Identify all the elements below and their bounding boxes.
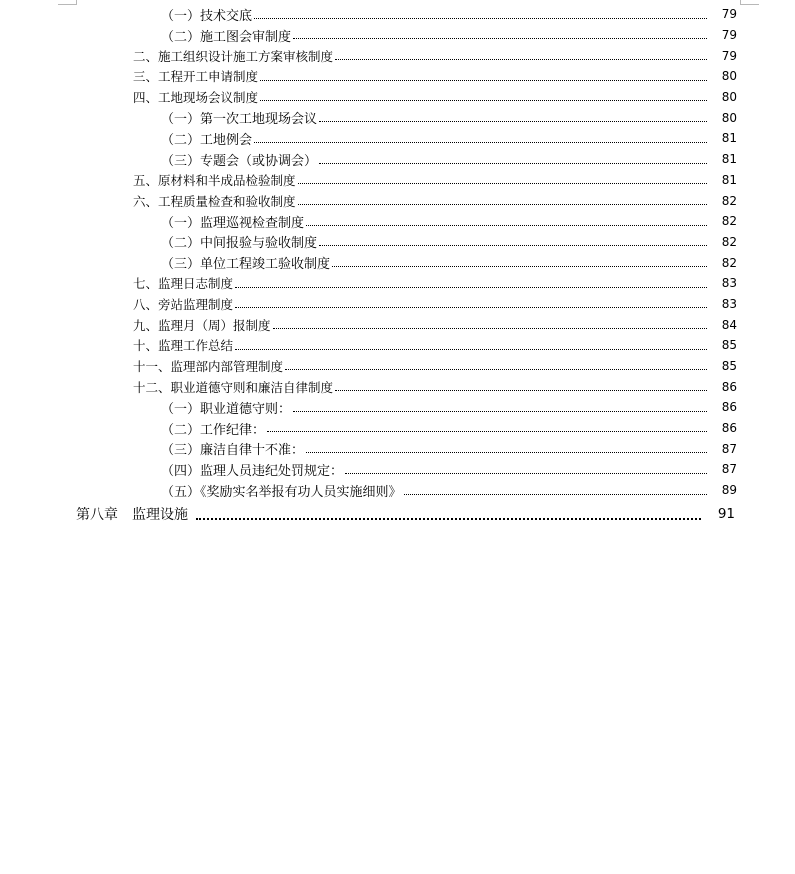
toc-dot-leader	[260, 99, 707, 101]
toc-entry-label: （三）专题会（或协调会）	[161, 153, 318, 169]
toc-entry[interactable]	[0, 480, 795, 501]
toc-entry[interactable]	[0, 211, 795, 232]
toc-entry[interactable]	[0, 107, 795, 128]
toc-entry[interactable]	[0, 459, 795, 480]
toc-entry-label: 七、监理日志制度	[133, 276, 234, 292]
toc-entry[interactable]	[0, 149, 795, 170]
toc-page-number: 85	[721, 338, 737, 353]
toc-entry[interactable]	[0, 314, 795, 335]
toc-page-number: 83	[721, 296, 737, 311]
toc-entry-label: 五、原材料和半成品检验制度	[133, 172, 296, 188]
toc-entry-label: （一）监理巡视检查制度	[161, 215, 305, 231]
toc-page-number: 86	[721, 400, 737, 415]
toc-page-number: 81	[721, 131, 737, 146]
toc-entry[interactable]	[0, 45, 795, 66]
toc-dot-leader	[285, 368, 707, 370]
toc-page-number: 82	[721, 255, 737, 270]
toc-entry-label: （三）廉洁自律十不准：	[161, 443, 305, 459]
toc-entry[interactable]	[0, 190, 795, 211]
toc-page-number: 84	[721, 317, 737, 332]
toc-page-number: 82	[721, 234, 737, 249]
toc-entry[interactable]	[0, 232, 795, 253]
toc-entry-label: （一）第一次工地现场会议	[161, 112, 318, 128]
toc-entry-label: 十、监理工作总结	[133, 338, 234, 354]
toc-dot-leader	[306, 451, 707, 453]
toc-entry-label: 二、施工组织设计施工方案审核制度	[133, 48, 334, 64]
table-of-contents	[0, 4, 795, 526]
toc-entry[interactable]	[0, 87, 795, 108]
toc-dot-leader	[345, 472, 707, 474]
toc-dot-leader	[260, 79, 707, 81]
toc-dot-leader	[273, 327, 707, 329]
toc-entry-label: （一）技术交底	[161, 8, 253, 24]
toc-page-number: 79	[721, 28, 737, 43]
toc-entry[interactable]	[0, 252, 795, 273]
toc-dot-leader	[335, 58, 707, 60]
toc-entry-label: （五）《奖励实名举报有功人员实施细则》	[161, 484, 402, 500]
toc-page-number: 89	[721, 483, 737, 498]
toc-entry-label: 六、工程质量检查和验收制度	[133, 193, 296, 209]
toc-entry[interactable]	[0, 335, 795, 356]
toc-page-number: 81	[721, 152, 737, 167]
toc-entry-label: 三、工程开工申请制度	[133, 69, 259, 85]
toc-dot-leader	[235, 306, 707, 308]
toc-page-number: 86	[721, 379, 737, 394]
toc-entry-label: （四）监理人员违纪处罚规定：	[161, 463, 344, 479]
toc-entry-label: （二）工作纪律：	[161, 422, 266, 438]
toc-dot-leader	[306, 224, 707, 226]
toc-dot-leader	[235, 286, 707, 288]
toc-entry[interactable]	[0, 128, 795, 149]
toc-page-number: 80	[721, 90, 737, 105]
toc-entry[interactable]	[0, 4, 795, 25]
toc-dot-leader	[254, 141, 707, 143]
toc-dot-leader	[332, 265, 707, 267]
toc-entry-label: 第八章 监理设施	[76, 506, 188, 523]
toc-page-number: 82	[721, 193, 737, 208]
toc-page-number: 87	[721, 441, 737, 456]
toc-dot-leader	[235, 348, 707, 350]
toc-entry-label: 十二、职业道德守则和廉洁自律制度	[133, 379, 334, 395]
toc-entry-label: （二）工地例会	[161, 132, 253, 148]
toc-chapter-entry[interactable]	[0, 502, 795, 526]
toc-page-number: 86	[721, 421, 737, 436]
toc-entry-label: 八、旁站监理制度	[133, 296, 234, 312]
toc-entry-label: （二）施工图会审制度	[161, 29, 292, 45]
toc-entry-label: 四、工地现场会议制度	[133, 90, 259, 106]
toc-page-number: 79	[721, 48, 737, 63]
toc-dot-leader	[267, 430, 707, 432]
toc-dot-leader	[319, 120, 707, 122]
toc-dot-leader	[298, 203, 707, 205]
toc-dot-leader	[196, 517, 701, 520]
toc-entry[interactable]	[0, 170, 795, 191]
toc-entry-label: 十一、监理部内部管理制度	[133, 359, 284, 375]
toc-entry[interactable]	[0, 294, 795, 315]
toc-dot-leader	[293, 410, 707, 412]
toc-page-number: 83	[721, 276, 737, 291]
toc-entry-label: 九、监理月（周）报制度	[133, 317, 271, 333]
toc-dot-leader	[298, 182, 707, 184]
toc-entry[interactable]	[0, 376, 795, 397]
toc-dot-leader	[404, 493, 707, 495]
toc-page-number: 82	[721, 214, 737, 229]
toc-entry-label: （二）中间报验与验收制度	[161, 236, 318, 252]
toc-dot-leader	[293, 37, 707, 39]
toc-entry[interactable]	[0, 66, 795, 87]
toc-page-number: 85	[721, 359, 737, 374]
toc-dot-leader	[319, 244, 707, 246]
toc-entry[interactable]	[0, 356, 795, 377]
toc-page-number: 91	[717, 505, 735, 522]
toc-entry-label: （一）职业道德守则：	[161, 401, 292, 417]
toc-page-number: 81	[721, 172, 737, 187]
toc-entry[interactable]	[0, 273, 795, 294]
toc-page-number: 87	[721, 462, 737, 477]
toc-entry[interactable]	[0, 438, 795, 459]
toc-page-number: 80	[721, 69, 737, 84]
toc-entry[interactable]	[0, 418, 795, 439]
toc-entry[interactable]	[0, 397, 795, 418]
toc-dot-leader	[335, 389, 707, 391]
toc-dot-leader	[319, 162, 707, 164]
toc-entry[interactable]	[0, 25, 795, 46]
toc-page-number: 79	[721, 7, 737, 22]
toc-entry-label: （三）单位工程竣工验收制度	[161, 257, 331, 273]
toc-page-number: 80	[721, 110, 737, 125]
toc-dot-leader	[254, 17, 707, 19]
